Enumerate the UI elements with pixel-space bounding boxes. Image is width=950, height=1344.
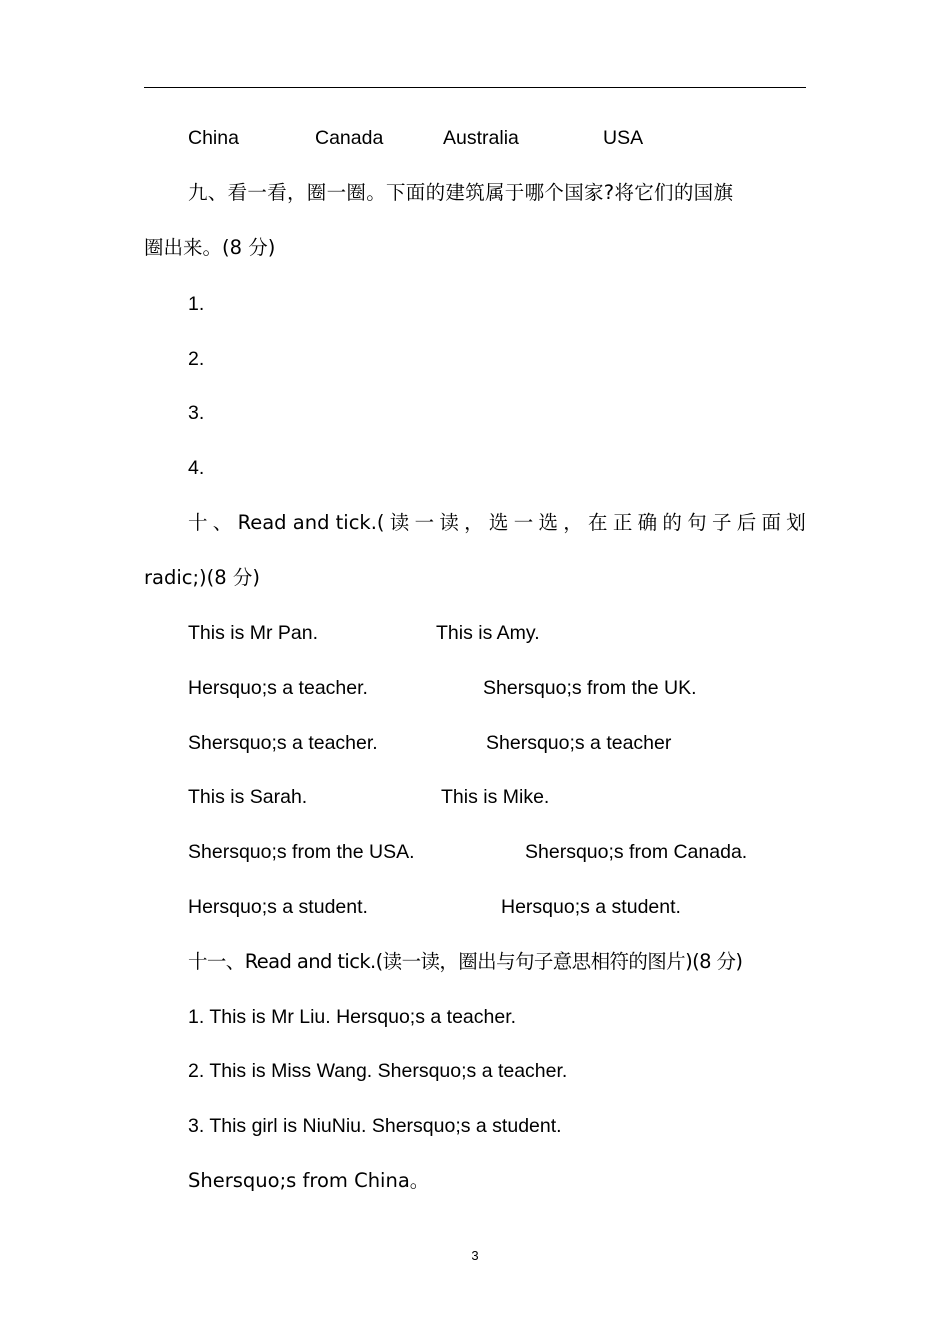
section10-heading-char: ， <box>464 511 484 534</box>
section11-heading: 十一、Read and tick.(读一读，圈出与句子意思相符的图片)(8 分) <box>188 950 743 973</box>
section10-heading-char: 的 <box>662 511 682 534</box>
section11-item-2: 2. This is Miss Wang. Shersquo;s a teacher. <box>188 1060 568 1082</box>
section10-heading-char: 十 <box>188 511 208 534</box>
section9-item-3: 3. <box>188 402 205 424</box>
section11-item-3: 3. This girl is NiuNiu. Shersquo;s a student. <box>188 1115 562 1137</box>
section10-heading-char: 选 <box>538 511 558 534</box>
section9-heading-line2: 圈出来。(8 分) <box>144 236 276 259</box>
section10-heading-char: 面 <box>761 511 782 534</box>
country-australia: Australia <box>443 127 519 149</box>
section9-item-2: 2. <box>188 348 205 370</box>
section10-heading-char: 选 <box>488 511 509 534</box>
section10-left-sentence: Hersquo;s a teacher. <box>188 677 368 699</box>
section10-right-sentence: Shersquo;s a teacher <box>486 732 672 754</box>
section10-heading-char: 、 <box>212 511 233 534</box>
section10-left-sentence: Shersquo;s from the USA. <box>188 841 415 863</box>
section10-left-sentence: Shersquo;s a teacher. <box>188 732 378 754</box>
header-rule <box>144 87 806 88</box>
section10-right-sentence: This is Mike. <box>441 786 550 808</box>
section10-heading-char: 正 <box>612 511 633 534</box>
country-usa: USA <box>603 127 644 149</box>
section10-heading-char: 后 <box>736 511 757 534</box>
section10-right-sentence: Shersquo;s from the UK. <box>483 677 697 699</box>
country-canada: Canada <box>315 127 384 149</box>
section10-heading-char: ， <box>563 511 583 534</box>
section10-left-sentence: This is Mr Pan. <box>188 622 319 644</box>
section10-heading-char: 句 <box>687 511 707 534</box>
section10-heading-char: 子 <box>711 511 732 534</box>
page-number: 3 <box>471 1248 479 1263</box>
section10-right-sentence: Shersquo;s from Canada. <box>525 841 748 863</box>
section11-item-1: 1. This is Mr Liu. Hersquo;s a teacher. <box>188 1006 517 1028</box>
section10-heading-char: 划 <box>786 511 806 534</box>
country-china: China <box>188 127 239 149</box>
section10-right-sentence: This is Amy. <box>436 622 540 644</box>
section10-heading-line2: radic;)(8 分) <box>144 566 260 589</box>
section10-heading-char: 读 <box>389 511 410 534</box>
section10-heading-line1 <box>188 510 806 536</box>
section10-heading-char: 确 <box>637 511 658 534</box>
section10-heading-char: 一 <box>414 511 435 534</box>
section10-left-sentence: This is Sarah. <box>188 786 308 808</box>
section10-left-sentence: Hersquo;s a student. <box>188 896 368 918</box>
section9-heading-line1: 九、看一看，圈一圈。下面的建筑属于哪个国家?将它们的国旗 <box>188 181 734 204</box>
section10-heading-char: Read and tick.( <box>237 511 385 534</box>
section9-item-4: 4. <box>188 457 205 479</box>
section10-heading-char: 一 <box>513 511 534 534</box>
section10-heading-char: 读 <box>439 511 459 534</box>
section10-heading-char: 在 <box>588 511 608 534</box>
section9-item-1: 1. <box>188 293 205 315</box>
section10-right-sentence: Hersquo;s a student. <box>501 896 681 918</box>
section11-item-3-continued: Shersquo;s from China。 <box>188 1169 430 1192</box>
